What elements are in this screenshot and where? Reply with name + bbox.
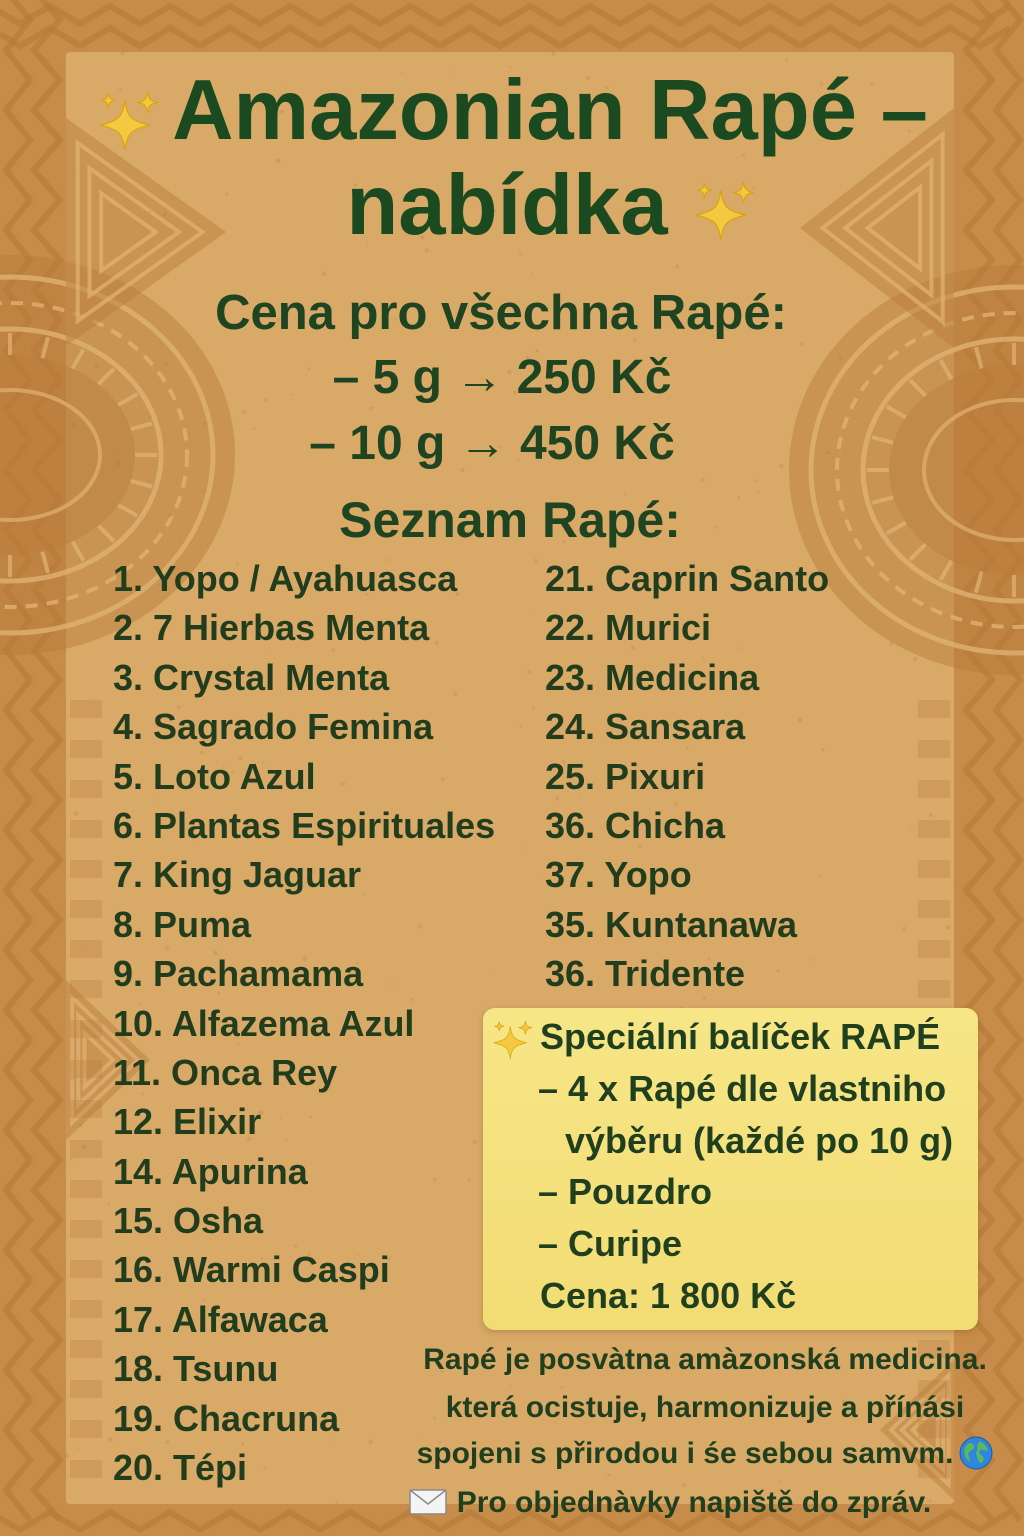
left-band-block [70,1180,102,1198]
texture-speck [335,1500,338,1503]
left-band-block [70,1060,102,1078]
texture-speck [108,1202,111,1205]
sparkle-star-small [733,182,754,203]
texture-speck [537,873,539,875]
rape-list-item: 19. Chacruna [113,1397,340,1439]
envelope-icon-graphic [409,1489,447,1515]
pricing-heading: Cena pro všechna Rapé: [215,286,787,340]
left-band-block [70,1460,102,1478]
texture-speck [701,478,705,482]
rape-list-item: 20. Tépi [113,1447,248,1489]
rape-list-right-column [545,554,829,999]
rape-list-item: 12. Elixir [113,1101,262,1143]
footer-description-text: spojeni s přirodou i śe sebou samvm. [416,1437,954,1470]
rape-list-item: 7. King Jaguar [113,854,362,896]
left-band-block [70,1260,102,1278]
texture-speck [785,59,788,62]
globe-icon [959,1436,993,1470]
rape-list-item: 36. Chicha [545,804,726,846]
texture-speck [71,1078,74,1081]
rape-list-item: 37. Yopo [545,854,692,896]
sparkle-star-large [696,190,746,240]
sparkles-icon-graphic [96,88,162,154]
rape-list-item: 15. Osha [113,1200,264,1242]
special-package-price: Cena: 1 800 Kč [540,1275,797,1316]
texture-speck [889,642,893,646]
rape-list-item: 2. 7 Hierbas Menta [113,607,430,649]
title-line-2: nabídka [346,158,668,253]
texture-speck [952,881,954,883]
rape-list-item: 3. Crystal Menta [113,656,390,698]
texture-speck [911,829,913,831]
right-band-block [918,900,950,918]
texture-speck [369,406,373,410]
texture-speck [527,670,531,674]
sparkles-icon [491,1018,535,1062]
rape-list-item: 36. Tridente [545,953,746,995]
texture-speck [800,342,804,346]
sparkle-star-tiny [494,1021,504,1031]
texture-speck [121,52,125,56]
right-band-block [918,740,950,758]
texture-speck [65,579,68,582]
special-package-item: výběru (každé po 10 g) [565,1120,954,1161]
left-band-block [70,940,102,958]
footer-description-text: která ocistuje, harmonizuje a přínási [445,1391,965,1424]
texture-speck [902,927,907,932]
globe-icon-graphic [959,1436,993,1470]
title-line-1: Amazonian Rapé – [172,63,928,158]
right-band-block [918,860,950,878]
texture-speck [93,699,95,701]
rape-list-item: 16. Warmi Caspi [113,1249,390,1291]
texture-speck [533,559,537,563]
sparkle-star-small [137,92,158,113]
rape-list-item: 14. Apurina [113,1150,308,1192]
footer-description-line [390,1340,1020,1380]
texture-speck [78,1448,80,1450]
texture-speck [80,1124,83,1127]
rape-list-item: 6. Plantas Espirituales [113,804,496,846]
sparkles-icon-graphic [491,1018,535,1062]
rape-list-item: 9. Pachamama [113,953,364,995]
title [0,63,1024,159]
rape-list-item: 21. Caprin Santo [545,558,830,599]
rape-list-item: 1. Yopo / Ayahuasca [113,558,458,599]
texture-speck [946,925,951,930]
footer-order-line [375,1483,965,1523]
sparkles-icon [692,178,758,244]
texture-speck [520,725,523,728]
texture-speck [926,577,928,579]
right-band-block [918,940,950,958]
left-band-block [70,1420,102,1438]
right-band-block [918,980,950,998]
special-package-item: – 4 x Rapé dle vlastniho [538,1068,947,1109]
left-band-block [70,1300,102,1318]
texture-speck [82,1145,87,1150]
rape-list-item: 35. Kuntanawa [545,903,798,945]
envelope-icon [409,1489,447,1515]
texture-speck [551,52,555,56]
price-option: – 10 g → 450 Kč [309,417,675,470]
left-band-block [70,860,102,878]
texture-speck [66,1057,68,1059]
rape-list-item: 17. Alfawaca [113,1298,328,1340]
rape-list-item: 24. Sansara [545,706,746,748]
left-band-block [70,820,102,838]
right-band-block [918,780,950,798]
special-package-item: – Pouzdro [538,1171,713,1212]
footer-order-text: Pro objednàvky napiště do zpráv. [456,1486,932,1519]
right-band-block [918,820,950,838]
texture-speck [929,813,933,817]
rape-list-item: 18. Tsunu [113,1348,279,1390]
texture-speck [755,479,758,482]
texture-speck [532,707,534,709]
rape-list-item: 22. Murici [545,607,712,649]
rape-list-item: 10. Alfazema Azul [113,1002,415,1044]
texture-speck [529,610,531,612]
left-band-block [70,980,102,998]
texture-speck [510,1385,512,1387]
title-continuation [0,158,1024,254]
left-band-block [70,1100,102,1118]
special-package-box [483,1008,978,1330]
texture-speck [676,265,680,269]
texture-speck [242,410,246,414]
left-band-block [70,1380,102,1398]
sparkles-icon [96,88,162,154]
texture-speck [74,811,79,816]
price-option: – 5 g → 250 Kč [332,351,672,404]
left-band-block [70,1220,102,1238]
left-band-block [70,1340,102,1358]
footer-description-text: Rapé je posvàtna amàzonská medicina. [423,1343,987,1376]
rape-list-item: 11. Onca Rey [113,1051,338,1093]
rape-list-item: 4. Sagrado Femina [113,706,434,748]
sparkle-star-large [100,100,150,150]
sparkle-star-tiny [697,183,711,197]
sparkle-star-large [494,1026,527,1059]
rape-list-heading: Seznam Rapé: [339,492,681,548]
special-package-item: – Curipe [538,1223,683,1264]
rape-list-item: 5. Loto Azul [113,755,316,797]
left-band-block [70,900,102,918]
sparkle-star-tiny [101,93,115,107]
texture-speck [64,1453,69,1458]
texture-speck [521,847,523,849]
left-band-block [70,780,102,798]
right-band-block [918,700,950,718]
left-band-block [70,700,102,718]
rape-list-item: 23. Medicina [545,656,760,698]
rape-list-item: 25. Pixuri [545,755,706,797]
rape-list-item: 8. Puma [113,903,252,945]
special-package-title: Speciální balíček RAPÉ [540,1016,941,1057]
left-band-block [70,740,102,758]
left-band-block [70,1020,102,1038]
left-band-block [70,1140,102,1158]
texture-speck [80,1079,85,1084]
texture-speck [322,272,326,276]
footer-description-line [390,1388,1020,1428]
sparkle-star-small [519,1021,533,1035]
texture-speck [70,1158,72,1160]
footer-description-line [390,1434,1020,1474]
texture-speck [913,657,917,661]
texture-speck [81,944,83,946]
texture-speck [531,273,533,275]
sparkles-icon-graphic [692,178,758,244]
texture-speck [98,1086,101,1089]
